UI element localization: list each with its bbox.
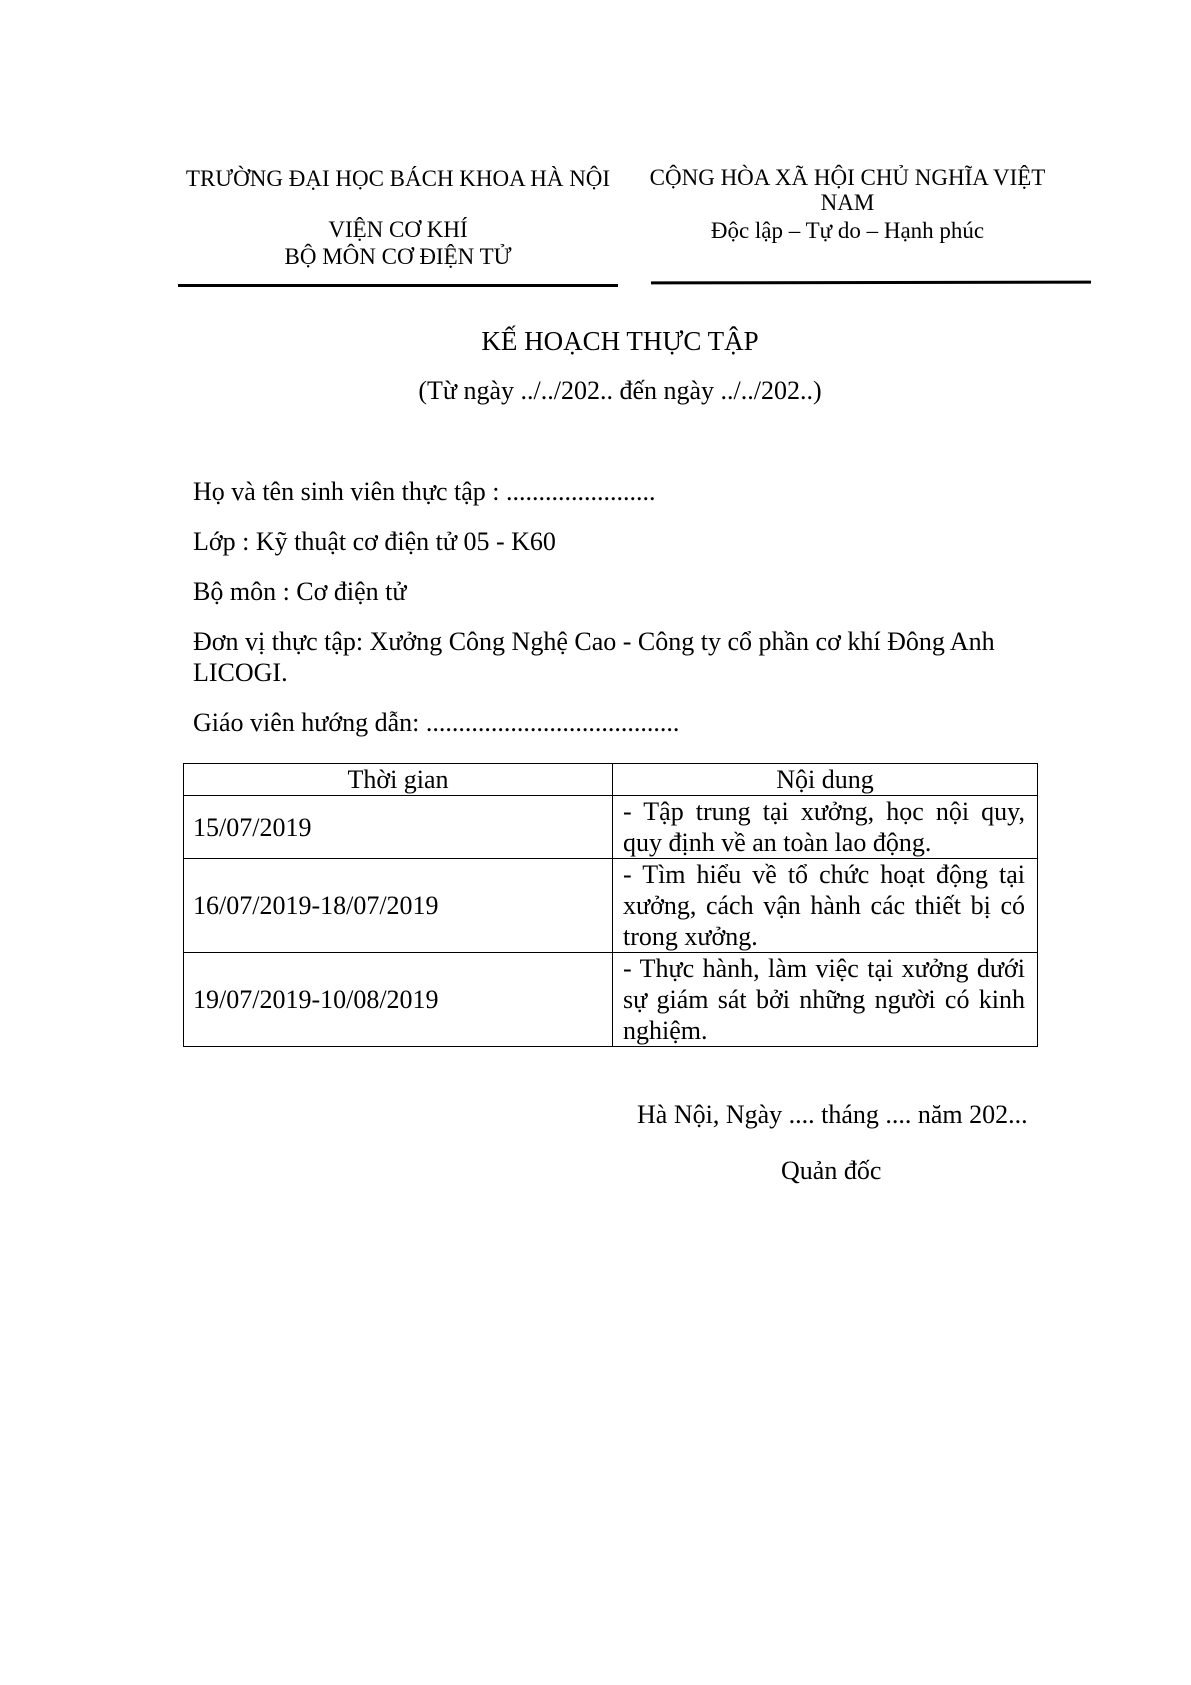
institute-name: VIỆN CƠ KHÍ bbox=[328, 217, 468, 242]
header-left bbox=[178, 165, 618, 270]
table-row bbox=[184, 953, 1038, 1047]
department-field: Bộ môn : Cơ điện tử bbox=[193, 577, 407, 606]
republic-name: CỘNG HÒA XÃ HỘI CHỦ NGHĨA VIỆT NAM bbox=[649, 165, 1046, 215]
table-row bbox=[184, 859, 1038, 953]
department-name: BỘ MÔN CƠ ĐIỆN TỬ bbox=[284, 244, 512, 269]
table-row bbox=[184, 796, 1038, 859]
internship-unit-field: Đơn vị thực tập: Xưởng Công Nghệ Cao - Công ty cổ phần cơ khí Đông Anh LICOGI. bbox=[193, 627, 995, 687]
table-cell-content: - Thực hành, làm việc tại xưởng dưới sự giám sát bởi những người có kinh nghiệm. bbox=[613, 953, 1038, 1047]
table-header-row bbox=[184, 764, 1038, 796]
signature-date: Hà Nội, Ngày .... tháng .... năm 202... bbox=[637, 1100, 1028, 1129]
national-motto: Độc lập – Tự do – Hạnh phúc bbox=[710, 218, 985, 243]
table-cell-content: - Tìm hiểu về tổ chức hoạt động tại xưởng, cách vận hành các thiết bị có trong xưởng. bbox=[613, 859, 1038, 953]
header-right bbox=[640, 165, 1055, 243]
document-title: KẾ HOẠCH THỰC TẬP bbox=[481, 326, 759, 356]
signature-role: Quản đốc bbox=[781, 1156, 882, 1185]
class-field: Lớp : Kỹ thuật cơ điện tử 05 - K60 bbox=[193, 527, 556, 556]
student-name-field: Họ và tên sinh viên thực tập : ....................... bbox=[193, 477, 656, 506]
table-cell-time: 19/07/2019-10/08/2019 bbox=[184, 953, 613, 1047]
table-cell-time: 16/07/2019-18/07/2019 bbox=[184, 859, 613, 953]
internship-plan-table bbox=[183, 763, 1038, 1047]
document-period: (Từ ngày ../../202.. đến ngày ../../202..) bbox=[418, 376, 822, 405]
table-cell-time: 15/07/2019 bbox=[184, 796, 613, 859]
header-divider-right bbox=[651, 281, 1091, 285]
supervisor-field: Giáo viên hướng dẫn: ....................................... bbox=[193, 708, 680, 737]
school-name: TRƯỜNG ĐẠI HỌC BÁCH KHOA HÀ NỘI bbox=[185, 166, 611, 191]
table-cell-content: - Tập trung tại xưởng, học nội quy, quy định về an toàn lao động. bbox=[613, 796, 1038, 859]
student-info bbox=[193, 476, 1053, 757]
column-header-content: Nội dung bbox=[613, 764, 1038, 796]
column-header-time: Thời gian bbox=[184, 764, 613, 796]
header-divider-left bbox=[178, 284, 618, 287]
